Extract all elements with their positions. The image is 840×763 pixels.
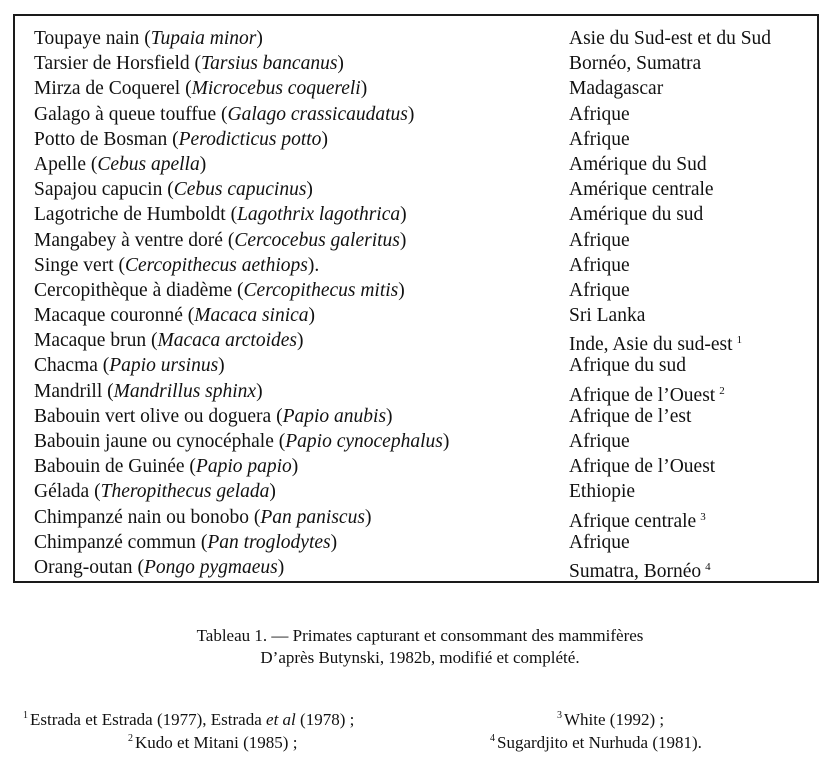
species-name: Cercopithèque à diadème (Cercopithecus mitis) bbox=[34, 279, 405, 301]
table-row bbox=[34, 228, 817, 253]
region: Afrique centrale $^3$ bbox=[569, 510, 706, 532]
common-name: Potto de Bosman bbox=[34, 128, 168, 150]
table-row bbox=[34, 177, 817, 202]
region: Afrique de l’Ouest bbox=[569, 456, 716, 478]
footnote-4: $^4$ Sugardjito et Nurhuda (1981). bbox=[490, 733, 702, 752]
species-name: Macaque brun (Macaca arctoides) bbox=[34, 330, 304, 352]
region: Amérique centrale bbox=[569, 179, 714, 201]
region: Sri Lanka bbox=[569, 305, 646, 327]
table-row bbox=[34, 328, 817, 356]
region: Afrique bbox=[569, 128, 630, 150]
region: Amérique du sud bbox=[569, 204, 704, 226]
latin-name: Pongo pygmaeus bbox=[143, 556, 278, 578]
table-row bbox=[34, 429, 817, 454]
common-name: Chimpanzé nain ou bonobo bbox=[34, 506, 250, 528]
latin-name: Perodicticus potto bbox=[178, 128, 322, 150]
common-name: Mandrill bbox=[34, 380, 103, 402]
region: Amérique du Sud bbox=[569, 153, 707, 175]
latin-name: Cebus capucinus bbox=[173, 179, 307, 201]
region: Afrique bbox=[569, 279, 630, 301]
table-row bbox=[34, 127, 817, 152]
region: Afrique bbox=[569, 103, 630, 125]
common-name: Singe vert bbox=[34, 254, 114, 276]
common-name: Macaque couronné bbox=[34, 305, 183, 327]
latin-name: Cercopithecus mitis bbox=[243, 279, 399, 301]
table-row bbox=[34, 379, 817, 404]
table-row bbox=[34, 479, 817, 504]
common-name: Babouin jaune ou cynocéphale bbox=[34, 431, 274, 452]
species-name: Toupaye nain (Tupaia minor) bbox=[34, 28, 263, 49]
common-name: Babouin de Guinée bbox=[34, 456, 185, 478]
latin-name: Cercocebus galeritus bbox=[234, 229, 400, 251]
common-name: Mirza de Coquerel bbox=[34, 78, 181, 100]
species-name: Lagotriche de Humboldt (Lagothrix lagothrica) bbox=[34, 204, 407, 226]
common-name: Chimpanzé commun bbox=[34, 531, 196, 553]
species-name: Sapajou capucin (Cebus capucinus) bbox=[34, 179, 313, 201]
latin-name: Microcebus coquereli bbox=[191, 78, 361, 100]
table-row bbox=[34, 454, 817, 479]
latin-name: Cercopithecus aethiops bbox=[124, 254, 308, 276]
table-row bbox=[34, 303, 817, 328]
latin-name: Pan paniscus bbox=[260, 506, 365, 528]
region: Ethiopie bbox=[569, 481, 636, 503]
region: Sumatra, Bornéo $^4$ bbox=[569, 560, 711, 582]
footnote-1: $^1$ Estrada et Estrada (1977), Estrada et al (1978) ; bbox=[23, 710, 355, 729]
region: Bornéo, Sumatra bbox=[569, 53, 702, 75]
table-row bbox=[34, 555, 817, 580]
caption-source: D’après Butynski, 1982b, modifié et complété. bbox=[260, 648, 580, 667]
species-name: Mandrill (Mandrillus sphinx) bbox=[34, 380, 263, 402]
table-row bbox=[34, 76, 817, 101]
latin-name: Tarsius bancanus bbox=[201, 53, 338, 75]
latin-name: Tupaia minor bbox=[150, 28, 257, 49]
table-row bbox=[34, 278, 817, 303]
latin-name: Papio ursinus bbox=[109, 355, 219, 377]
species-name: Chimpanzé commun (Pan troglodytes) bbox=[34, 531, 338, 553]
common-name: Cercopithèque à diadème bbox=[34, 279, 233, 301]
table-row bbox=[34, 152, 817, 177]
species-name: Babouin de Guinée (Papio papio) bbox=[34, 456, 299, 478]
common-name: Gélada bbox=[34, 481, 90, 503]
latin-name: Galago crassicaudatus bbox=[227, 103, 408, 125]
table-row bbox=[34, 353, 817, 378]
common-name: Orang-outan bbox=[34, 556, 133, 578]
region: Afrique du sud bbox=[569, 355, 686, 377]
species-name: Chacma (Papio ursinus) bbox=[34, 355, 225, 377]
species-name: Chimpanzé nain ou bonobo (Pan paniscus) bbox=[34, 506, 372, 528]
latin-name: Macaca arctoides bbox=[157, 330, 297, 352]
footnote-ref: 2 bbox=[719, 384, 725, 397]
table-caption bbox=[0, 625, 840, 669]
common-name: Lagotriche de Humboldt bbox=[34, 204, 226, 226]
footnote-ref: 4 bbox=[705, 560, 711, 573]
latin-name: Macaca sinica bbox=[194, 305, 309, 327]
species-name: Singe vert (Cercopithecus aethiops). bbox=[34, 254, 320, 276]
region: Afrique bbox=[569, 229, 630, 251]
table-row bbox=[34, 253, 817, 278]
common-name: Tarsier de Horsfield bbox=[34, 53, 190, 75]
species-name: Babouin jaune ou cynocéphale (Papio cynocephalus) bbox=[34, 431, 450, 452]
table-row bbox=[34, 26, 817, 51]
latin-name: Theropithecus gelada bbox=[100, 481, 270, 503]
common-name: Apelle bbox=[34, 153, 86, 175]
species-name: Gélada (Theropithecus gelada) bbox=[34, 481, 276, 503]
primates-table bbox=[13, 14, 819, 583]
species-name: Apelle (Cebus apella) bbox=[34, 153, 207, 175]
species-name: Babouin vert olive ou doguera (Papio anubis) bbox=[34, 405, 393, 427]
common-name: Macaque brun bbox=[34, 330, 147, 352]
species-name: Tarsier de Horsfield (Tarsius bancanus) bbox=[34, 53, 344, 75]
region: Afrique de l’est bbox=[569, 405, 692, 427]
footnote-3: $^3$ White (1992) ; bbox=[557, 710, 665, 729]
latin-name: Lagothrix lagothrica bbox=[237, 204, 401, 226]
species-name: Mangabey à ventre doré (Cercocebus galeritus) bbox=[34, 229, 407, 251]
table-row bbox=[34, 51, 817, 76]
footnote-ref: 1 bbox=[736, 334, 743, 347]
footnote-2: $^2$ Kudo et Mitani (1985) ; bbox=[128, 733, 298, 752]
table-row bbox=[34, 505, 817, 530]
species-name: Orang-outan (Pongo pygmaeus) bbox=[34, 556, 285, 578]
region: Afrique bbox=[569, 431, 630, 452]
table-row bbox=[34, 530, 817, 555]
region: Madagascar bbox=[569, 78, 664, 100]
species-name: Mirza de Coquerel (Microcebus coquereli) bbox=[34, 78, 368, 100]
common-name: Galago à queue touffue bbox=[34, 103, 217, 125]
region: Asie du Sud-est et du Sud bbox=[569, 28, 772, 49]
table-row bbox=[34, 404, 817, 429]
latin-name: Papio papio bbox=[195, 456, 292, 478]
common-name: Sapajou capucin bbox=[34, 179, 163, 201]
common-name: Babouin vert olive ou doguera bbox=[34, 405, 272, 427]
region: Afrique bbox=[569, 254, 630, 276]
common-name: Chacma bbox=[34, 355, 98, 377]
table-row bbox=[34, 202, 817, 227]
species-name: Potto de Bosman (Perodicticus potto) bbox=[34, 128, 328, 150]
latin-name: Cebus apella bbox=[97, 153, 200, 175]
latin-name: Papio anubis bbox=[282, 405, 387, 427]
table-rows bbox=[34, 26, 817, 580]
latin-name: Mandrillus sphinx bbox=[113, 380, 257, 402]
species-name: Macaque couronné (Macaca sinica) bbox=[34, 305, 316, 327]
footnote-ref: 3 bbox=[700, 510, 706, 523]
caption-title: Tableau 1. — Primates capturant et consommant des mammifères bbox=[196, 626, 644, 645]
common-name: Toupaye nain bbox=[34, 28, 140, 49]
latin-name: Pan troglodytes bbox=[207, 531, 331, 553]
table-row bbox=[34, 102, 817, 127]
region: Afrique bbox=[569, 531, 630, 553]
species-name: Galago à queue touffue (Galago crassicaudatus) bbox=[34, 103, 415, 125]
common-name: Mangabey à ventre doré bbox=[34, 229, 223, 251]
region: Afrique de l’Ouest $^2$ bbox=[569, 384, 725, 406]
latin-name: Papio cynocephalus bbox=[285, 431, 443, 452]
region: Inde, Asie du sud-est $^1$ bbox=[569, 334, 743, 356]
